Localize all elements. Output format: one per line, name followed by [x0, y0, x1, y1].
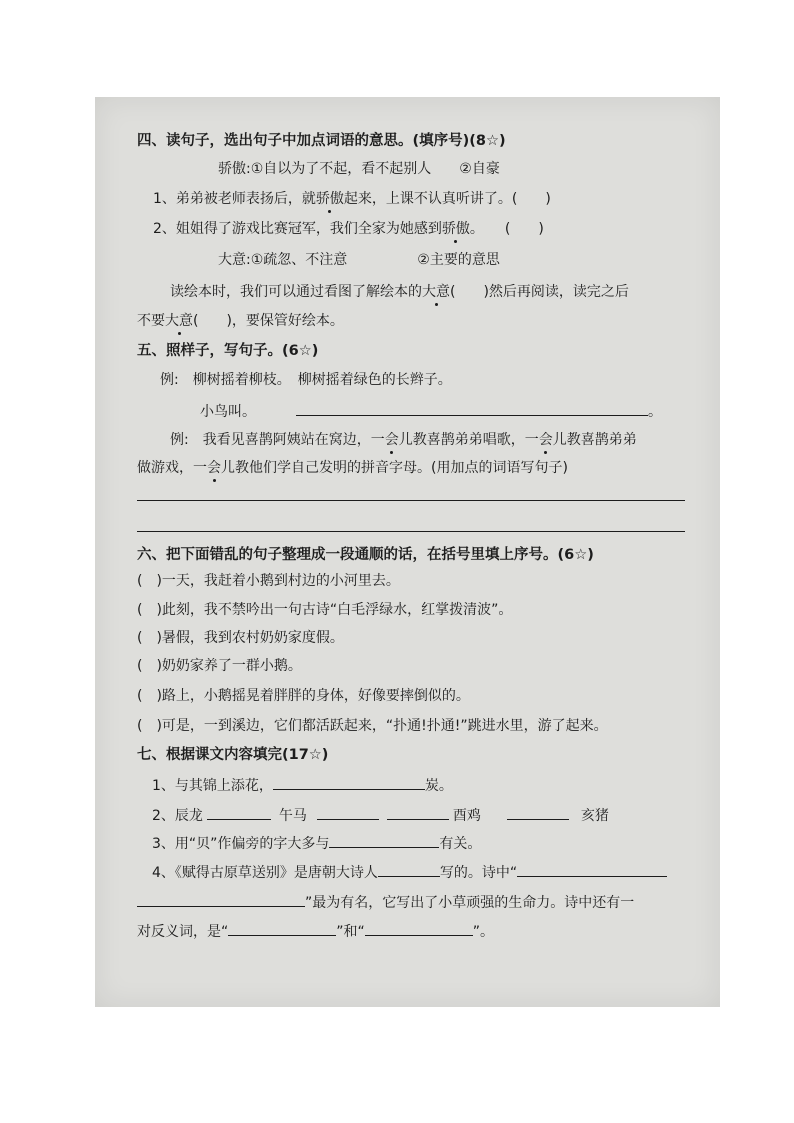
- order-item-6[interactable]: ( )可是，一到溪边，它们都活跃起来，“扑通!扑通!”跳进水里，游了起来。: [137, 718, 608, 734]
- question-7-4-line-1: [152, 861, 667, 883]
- question-text: 1、弟弟被老师表扬后，就: [153, 191, 316, 207]
- answer-blank[interactable]: [365, 920, 473, 936]
- order-item-4[interactable]: ( )奶奶家养了一群小鹅。: [137, 658, 302, 674]
- question-7-1: [152, 774, 453, 796]
- example-2-line-2: [137, 458, 568, 478]
- dotted-word: 大意: [165, 313, 193, 329]
- definition-dayi: [218, 250, 500, 270]
- question-text: ”。: [472, 924, 495, 940]
- definition-word: 骄傲:: [218, 161, 251, 177]
- dotted-word: 一会儿: [370, 432, 413, 448]
- question-4-2: [153, 219, 544, 239]
- answer-blank[interactable]: [228, 920, 336, 936]
- question-text: ”和“: [336, 924, 365, 940]
- answer-blank[interactable]: [387, 804, 449, 820]
- answer-paren[interactable]: 。 ( ): [469, 221, 544, 237]
- dotted-word: 一会儿: [193, 460, 235, 476]
- answer-blank[interactable]: [507, 804, 569, 820]
- question-5-1: [200, 400, 662, 422]
- answer-paren[interactable]: ( )，要保管好绘本。: [193, 313, 344, 329]
- answer-paren[interactable]: ( )然后再阅读，读完之后: [450, 284, 629, 300]
- question-text: 4、《赋得古原草送别》是唐朝大诗人: [152, 865, 378, 881]
- question-7-2: [152, 804, 609, 826]
- dotted-word: 一会儿: [524, 432, 567, 448]
- example-1: 例: 柳树摇着柳枝。 柳树摇着绿色的长辫子。: [160, 372, 452, 388]
- paragraph-line-2: [137, 311, 344, 331]
- dotted-word: 骄傲: [441, 221, 470, 237]
- example-text: 教喜鹊弟弟唱歌，: [412, 432, 525, 448]
- paragraph-text: 读绘本时，我们可以通过看图了解绘本的: [170, 284, 422, 300]
- zodiac-label: 2、辰龙: [152, 808, 203, 824]
- question-7-4-line-2: [137, 891, 634, 913]
- answer-blank[interactable]: [137, 891, 305, 907]
- answer-blank[interactable]: [378, 861, 440, 877]
- answer-blank[interactable]: [317, 804, 379, 820]
- paragraph-line-1: [170, 282, 629, 302]
- definition-options: ①疏忽、不注意 ②主要的意思: [250, 252, 500, 268]
- question-text: 小鸟叫。: [200, 404, 256, 420]
- order-item-3[interactable]: ( )暑假，我到农村奶奶家度假。: [137, 630, 344, 646]
- definition-word: 大意:: [218, 252, 251, 268]
- zodiac-label: 午马: [278, 808, 307, 824]
- answer-blank[interactable]: [329, 832, 439, 848]
- answer-blank[interactable]: [207, 804, 271, 820]
- section-5-title: 五、照样子，写句子。(6☆): [137, 343, 319, 359]
- order-item-2[interactable]: ( )此刻，我不禁吟出一句古诗“白毛浮绿水，红掌拨清波”。: [137, 602, 513, 618]
- dotted-word: 大意: [422, 284, 450, 300]
- question-7-3: [152, 832, 481, 854]
- section-7-title: 七、根据课文内容填完(17☆): [137, 747, 329, 763]
- example-text: 做游戏，: [137, 460, 193, 476]
- example-text: 例: 我看见喜鹊阿姨站在窝边，: [170, 432, 371, 448]
- question-text: 1、与其锦上添花，: [152, 778, 273, 794]
- dotted-word: 骄傲: [315, 191, 344, 207]
- question-text: 有关。: [439, 836, 482, 852]
- answer-blank[interactable]: [517, 861, 667, 877]
- question-text: 2、姐姐得了游戏比赛冠军，我们全家为她感到: [153, 221, 442, 237]
- example-text: 教喜鹊弟弟: [566, 432, 637, 448]
- answer-paren[interactable]: 起来，上课不认真听讲了。( ): [343, 191, 551, 207]
- definition-jiaoao: [218, 159, 500, 179]
- question-text: ”最为有名，它写出了小草顽强的生命力。诗中还有一: [305, 895, 635, 911]
- section-6-title: 六、把下面错乱的句子整理成一段通顺的话，在括号里填上序号。(6☆): [137, 547, 594, 563]
- section-4-title: 四、读句子，选出句子中加点词语的意思。(填序号)(8☆): [137, 133, 506, 149]
- order-item-5[interactable]: ( )路上，小鹅摇晃着胖胖的身体，好像要摔倒似的。: [137, 688, 470, 704]
- definition-options: ①自以为了不起，看不起别人 ②自豪: [250, 161, 500, 177]
- answer-line-2[interactable]: [137, 531, 685, 532]
- example-2-line-1: [170, 430, 637, 450]
- answer-blank[interactable]: [273, 774, 425, 790]
- question-text: 3、用“贝”作偏旁的字大多与: [152, 836, 330, 852]
- order-item-1[interactable]: ( )一天，我赶着小鹅到村边的小河里去。: [137, 573, 400, 589]
- answer-line-1[interactable]: [137, 500, 685, 501]
- question-text: 写的。诗中“: [439, 865, 518, 881]
- question-4-1: [153, 189, 551, 209]
- question-text: 对反义词，是“: [137, 924, 229, 940]
- question-text: 炭。: [424, 778, 453, 794]
- example-text: 教他们学自己发明的拼音字母。(用加点的词语写句子): [235, 460, 568, 476]
- answer-blank[interactable]: [296, 400, 648, 416]
- question-7-4-line-3: [137, 920, 494, 942]
- period: 。: [648, 404, 662, 420]
- paragraph-text: 不要: [137, 313, 165, 329]
- zodiac-label: 酉鸡: [452, 808, 481, 824]
- zodiac-label: 亥猪: [580, 808, 609, 824]
